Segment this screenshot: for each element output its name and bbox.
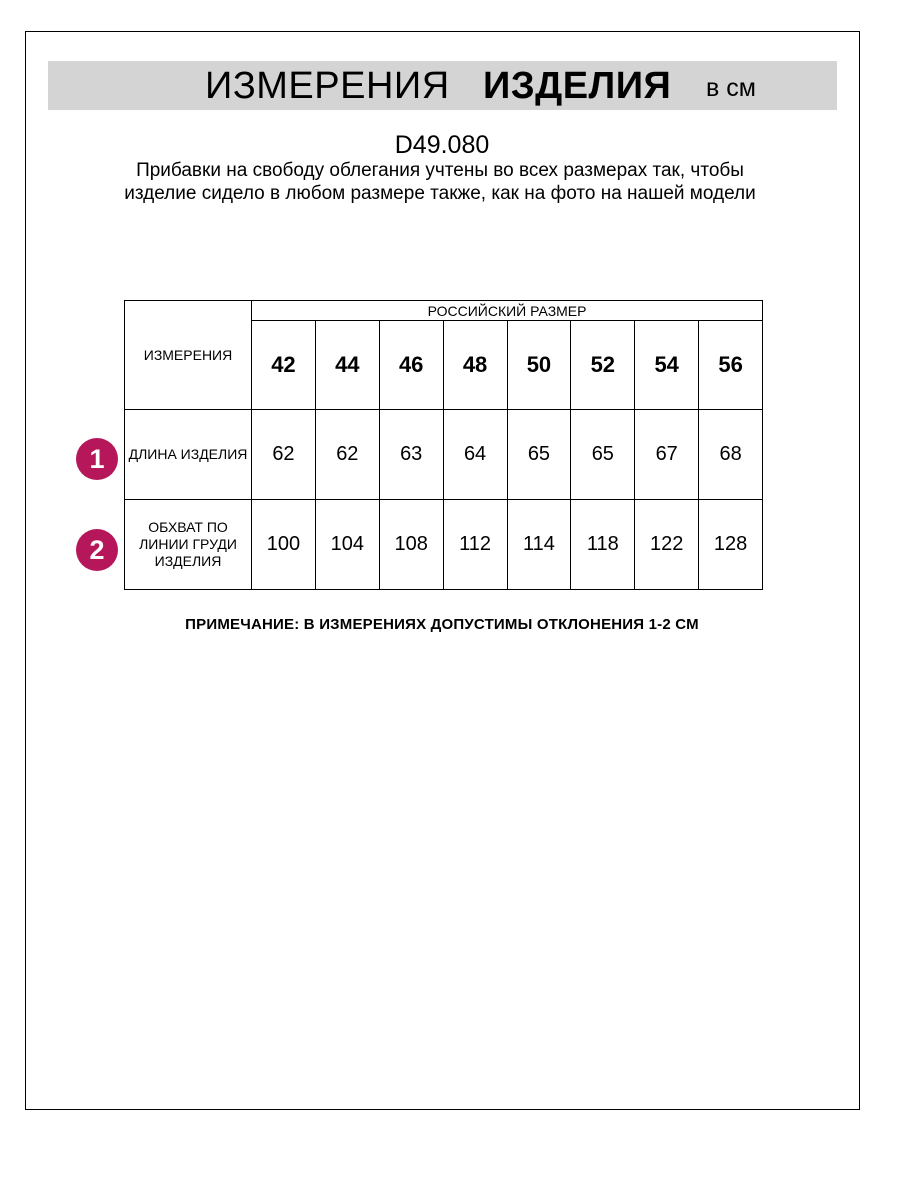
chest-value: 104 — [315, 500, 379, 590]
table-header-row — [125, 301, 763, 321]
row-label-chest: ОБХВАТ ПО ЛИНИИ ГРУДИ ИЗДЕЛИЯ — [125, 500, 252, 590]
chest-value: 108 — [379, 500, 443, 590]
table-row — [125, 410, 763, 500]
chest-value: 122 — [635, 500, 699, 590]
title-product: ИЗДЕЛИЯ — [483, 65, 672, 107]
title-measurements: ИЗМЕРЕНИЯ — [205, 65, 450, 107]
row-label-length: ДЛИНА ИЗДЕЛИЯ — [125, 410, 252, 500]
size-header-50: 50 — [507, 321, 571, 410]
length-value: 64 — [443, 410, 507, 500]
size-header-42: 42 — [252, 321, 316, 410]
tolerance-note: ПРИМЕЧАНИЕ: В ИЗМЕРЕНИЯХ ДОПУСТИМЫ ОТКЛОНЕНИЯ 1-2 СМ — [185, 616, 699, 633]
length-value: 68 — [699, 410, 763, 500]
length-value: 65 — [507, 410, 571, 500]
length-value: 65 — [571, 410, 635, 500]
corner-label: ИЗМЕРЕНИЯ — [125, 301, 252, 410]
chest-value: 128 — [699, 500, 763, 590]
table-row — [125, 500, 763, 590]
row-number-badge-1: 1 — [76, 438, 118, 480]
size-header-56: 56 — [699, 321, 763, 410]
product-code: D49.080 — [394, 131, 490, 159]
fit-description: Прибавки на свободу облегания учтены во всех размерах так, чтобы изделие сидело в любом размере также, как на фото на нашей модели — [124, 160, 756, 204]
size-header-52: 52 — [571, 321, 635, 410]
size-header-44: 44 — [315, 321, 379, 410]
size-system-header: РОССИЙСКИЙ РАЗМЕР — [252, 301, 763, 321]
length-value: 62 — [252, 410, 316, 500]
chest-value: 114 — [507, 500, 571, 590]
chest-value: 118 — [571, 500, 635, 590]
row-number-badge-2: 2 — [76, 529, 118, 571]
size-table — [124, 300, 763, 590]
chest-value: 100 — [252, 500, 316, 590]
size-header-46: 46 — [379, 321, 443, 410]
length-value: 62 — [315, 410, 379, 500]
chest-value: 112 — [443, 500, 507, 590]
size-header-54: 54 — [635, 321, 699, 410]
length-value: 67 — [635, 410, 699, 500]
length-value: 63 — [379, 410, 443, 500]
size-header-48: 48 — [443, 321, 507, 410]
title-unit: в см — [706, 74, 756, 102]
